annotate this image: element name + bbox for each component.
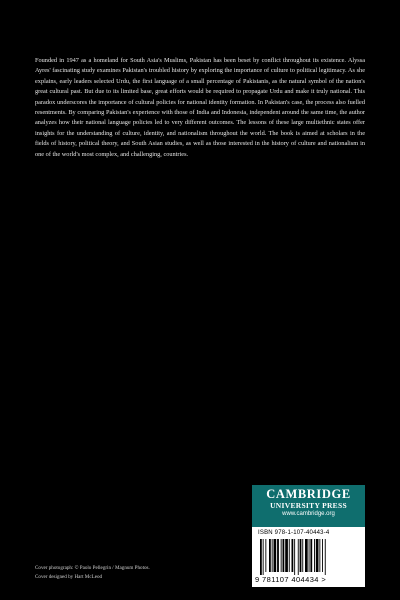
barcode-bar xyxy=(277,539,279,572)
barcode-bar xyxy=(283,539,285,572)
barcode-bar xyxy=(300,539,302,572)
barcode-bar xyxy=(319,539,320,572)
isbn-label: ISBN 978-1-107-40443-4 xyxy=(258,530,330,536)
barcode-bar xyxy=(294,539,295,575)
barcode-bar xyxy=(289,539,290,572)
barcode-digits: 9 781107 404434 > xyxy=(255,575,327,584)
cover-photo-credit: Cover photograph: © Paolo Pellegrin / Magnum Photos. xyxy=(35,565,150,571)
barcode-bar xyxy=(292,539,294,572)
barcode-bar xyxy=(260,539,262,575)
barcode-bar xyxy=(274,539,277,572)
barcode-bar xyxy=(285,539,288,572)
barcode-panel xyxy=(252,527,365,587)
barcode-bar xyxy=(302,539,303,572)
back-cover-blurb: Founded in 1947 as a homeland for South Asia's Muslims, Pakistan has been beset by conflict throughout its existence. Alyssa Ayres' fascinating study examines Pakistan's troubled history by exploring the importance of culture to political legitimacy. As she explains, early leaders selected Urdu, the first language of a small percentage of Pakistanis, as the natural symbol of the nation's great cultural past. But due to its limited base, great efforts would be required to propagate Urdu and make it truly national. This paradox underscores the importance of cultural policies for national identity formation. In Pakistan's case, the process also fuelled resentments. By comparing Pakistan's experience with those of India and Indonesia, independent around the same time, the author analyzes how their national language policies led to very different outcomes. The lessons of these large multiethnic states offer insights for the understanding of culture, identity, and nationalism throughout the world. The book is aimed at scholars in the fields of history, political theory, and South Asian studies, as well as those interested in the history of culture and nationalism in one of the world's most complex, and challenging, countries. xyxy=(35,57,365,158)
barcode-bar xyxy=(298,539,299,575)
barcode-bar xyxy=(325,539,326,575)
barcode-bar xyxy=(310,539,312,572)
barcode-bar xyxy=(265,539,266,572)
barcode-bar xyxy=(305,539,308,572)
barcode-bars xyxy=(258,539,358,575)
barcode-bar xyxy=(316,539,319,572)
cover-credits xyxy=(35,564,150,582)
barcode-bar xyxy=(272,539,273,572)
publisher-logo-block xyxy=(252,485,365,527)
barcode-bar xyxy=(309,539,310,572)
barcode-bar xyxy=(263,539,264,575)
publisher-name: CAMBRIDGE xyxy=(266,487,351,501)
cover-design-credit: Cover designed by Hart McLeod xyxy=(35,574,103,580)
barcode-bar xyxy=(314,539,315,572)
barcode-bar xyxy=(322,539,323,572)
publisher-url: www.cambridge.org xyxy=(282,511,335,517)
barcode-bar xyxy=(281,539,282,572)
publisher-subname: UNIVERSITY PRESS xyxy=(270,501,347,510)
barcode-bar xyxy=(269,539,271,572)
